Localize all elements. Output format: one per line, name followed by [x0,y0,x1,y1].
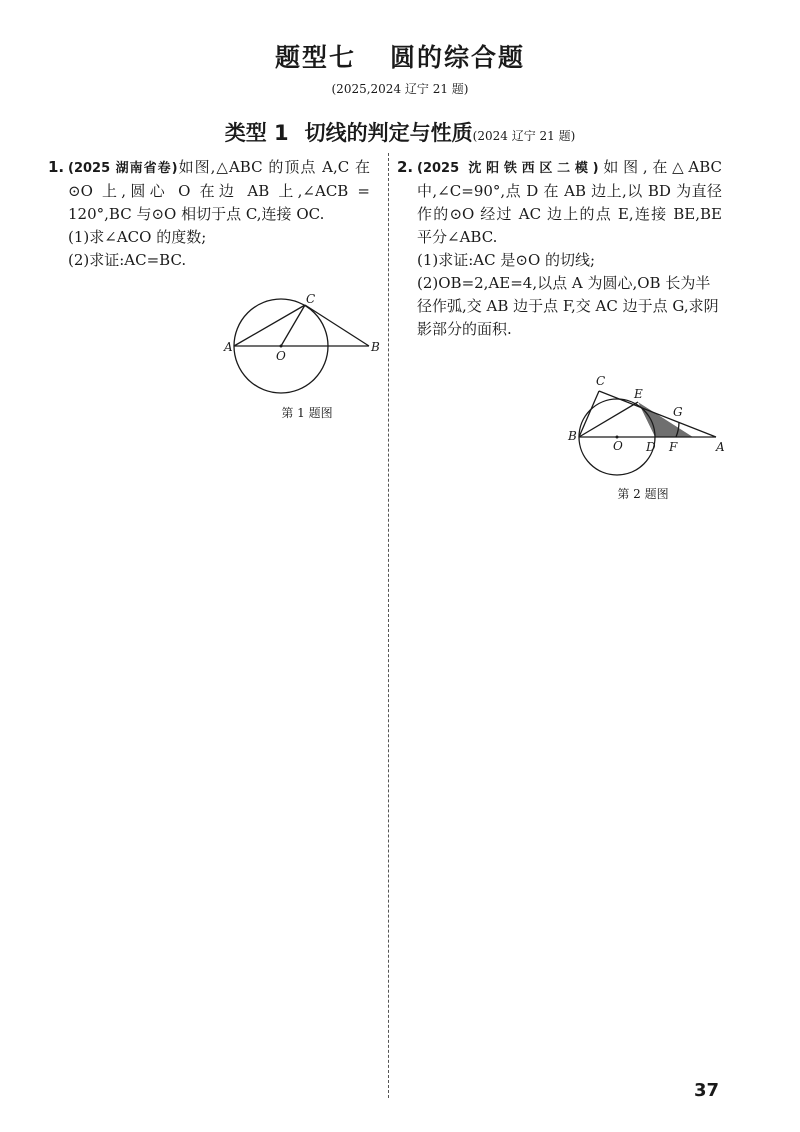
question-2-source: (2025 沈阳铁西区二模) [417,161,599,176]
question-2 [397,156,722,341]
question-2-caption: 第 2 题图 [617,487,669,501]
q2-label-a: A [716,440,725,454]
page-number: 37 [694,1080,720,1101]
q2-label-g: G [673,405,683,419]
q2-label-e: E [634,387,643,401]
question-1-part-1: (1)求∠ACO 的度数; [68,228,207,246]
question-1-number: 1. [48,158,65,176]
page-subtitle: (2025,2024 辽宁 21 题) [331,82,469,96]
q1-segment-oc [281,305,305,346]
page-title [0,38,800,74]
question-2-number: 2. [397,158,414,176]
q1-segment-cb [305,305,369,346]
question-1 [48,156,370,272]
question-1-caption: 第 1 题图 [281,406,333,420]
question-1-source: (2025 湖南省卷) [68,161,178,176]
section-title [0,117,800,147]
section-type-name: 切线的判定与性质 [304,121,473,145]
question-1-text: 如图,△ABC 的顶点 A,C 在⊙O 上,圆心 O 在边 AB 上,∠ACB = 120°,BC 与⊙O 相切于点 C,连接 OC. [68,158,370,223]
question-1-figure [222,288,392,400]
q2-label-b: B [568,429,577,443]
q2-label-d: D [646,440,656,454]
q2-segment-bc [579,391,599,437]
question-2-text: 如图,在△ABC 中,∠C=90°,点 D 在 AB 边上,以 BD 为直径作的⊙O 经过 AC 边上的点 E,连接 BE,BE 平分∠ABC. [417,158,723,246]
q1-label-b: B [371,340,380,354]
section-type-note: (2024 辽宁 21 题) [472,129,576,143]
q1-segment-ac [234,305,305,346]
q1-center-point [280,345,283,348]
q1-label-o: O [276,349,286,363]
q2-label-o: O [613,439,623,453]
q1-label-c: C [306,292,316,306]
question-2-part-2: (2)OB=2,AE=4,以点 A 为圆心,OB 长为半径作弧,交 AB 边于点 F,交 AC 边于点 G,求阴影部分的面积. [417,274,719,338]
title-topic-name: 圆的综合题 [390,43,526,72]
q1-label-a: A [224,340,233,354]
q2-label-f: F [669,440,678,454]
q2-segment-be [579,402,638,437]
question-2-part-1: (1)求证:AC 是⊙O 的切线; [417,251,596,269]
question-1-part-2: (2)求证:AC=BC. [68,251,187,269]
section-type-label: 类型 1 [224,121,289,145]
q2-shaded-region [638,402,693,437]
question-2-figure [562,370,732,485]
title-topic-label: 题型七 [274,43,356,72]
q2-label-c: C [596,374,606,388]
